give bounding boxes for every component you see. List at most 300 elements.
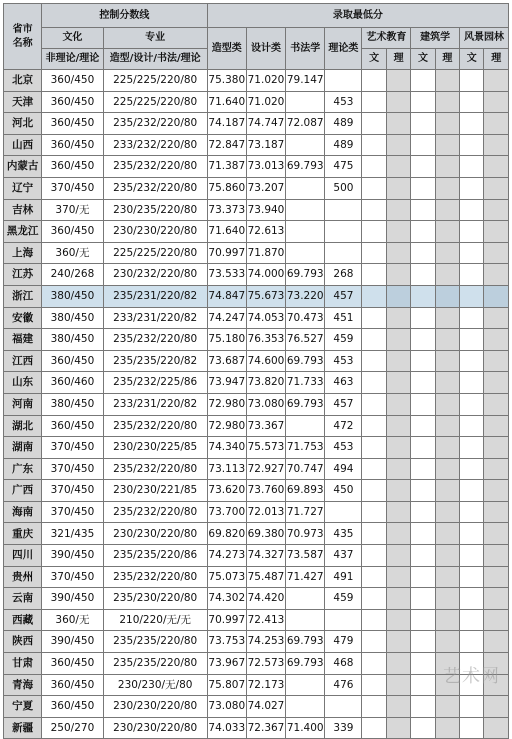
zhuanye-cell: 230/230/221/85	[103, 480, 207, 502]
zaoxing-cell: 73.620	[207, 480, 246, 502]
zhuanye-cell: 230/230/220/80	[103, 696, 207, 718]
sheji-cell: 72.173	[246, 674, 285, 696]
zhuanye-cell: 235/232/220/80	[103, 566, 207, 588]
blank-cell	[484, 696, 509, 718]
zhuanye-cell: 235/235/220/86	[103, 545, 207, 567]
shufa-cell: 70.973	[286, 523, 325, 545]
lilun-cell: 435	[325, 523, 362, 545]
lilun-cell: 453	[325, 350, 362, 372]
blank-cell	[460, 631, 484, 653]
blank-cell	[411, 285, 435, 307]
zhuanye-cell: 230/230/220/80	[103, 221, 207, 243]
blank-cell	[460, 156, 484, 178]
blank-cell	[484, 566, 509, 588]
wenhua-cell: 360/450	[42, 350, 104, 372]
sheji-cell: 73.207	[246, 177, 285, 199]
table-body	[4, 70, 509, 739]
province-cell: 广东	[4, 458, 42, 480]
shufa-cell	[286, 134, 325, 156]
blank-cell	[362, 134, 386, 156]
zhuanye-cell: 235/232/220/80	[103, 113, 207, 135]
blank-cell	[362, 285, 386, 307]
blank-cell	[460, 674, 484, 696]
lilun-cell: 463	[325, 372, 362, 394]
province-cell: 青海	[4, 674, 42, 696]
sheji-cell: 73.367	[246, 415, 285, 437]
wenhua-cell: 360/无	[42, 609, 104, 631]
lilun-cell: 472	[325, 415, 362, 437]
zhuanye-cell: 233/231/220/82	[103, 307, 207, 329]
blank-cell	[386, 696, 410, 718]
blank-cell	[484, 221, 509, 243]
blank-cell	[460, 329, 484, 351]
shufa-cell: 69.793	[286, 393, 325, 415]
province-cell: 贵州	[4, 566, 42, 588]
sheji-cell: 75.673	[246, 285, 285, 307]
blank-cell	[484, 653, 509, 675]
zhuanye-cell: 235/232/220/80	[103, 156, 207, 178]
blank-cell	[411, 501, 435, 523]
blank-cell	[362, 609, 386, 631]
sheji-cell: 73.187	[246, 134, 285, 156]
blank-cell	[435, 653, 459, 675]
blank-cell	[435, 113, 459, 135]
yishu-wen-header: 文	[362, 49, 386, 70]
table-row	[4, 480, 509, 502]
blank-cell	[386, 70, 410, 92]
zhuanye-cell: 210/220/无/无	[103, 609, 207, 631]
table-row	[4, 674, 509, 696]
lilun-cell: 453	[325, 91, 362, 113]
wenhua-cell: 370/无	[42, 199, 104, 221]
table-row	[4, 134, 509, 156]
shufa-cell: 72.087	[286, 113, 325, 135]
blank-cell	[435, 285, 459, 307]
blank-cell	[484, 70, 509, 92]
province-cell: 天津	[4, 91, 42, 113]
blank-cell	[460, 588, 484, 610]
zhuanye-cell: 233/231/220/82	[103, 393, 207, 415]
blank-cell	[386, 437, 410, 459]
lilun-cell	[325, 221, 362, 243]
wenhua-cell: 250/270	[42, 717, 104, 739]
blank-cell	[362, 242, 386, 264]
blank-cell	[411, 70, 435, 92]
blank-cell	[435, 480, 459, 502]
blank-cell	[460, 70, 484, 92]
province-cell: 内蒙古	[4, 156, 42, 178]
table-row-highlighted	[4, 285, 509, 307]
lilun-cell: 500	[325, 177, 362, 199]
blank-cell	[386, 264, 410, 286]
wenhua-cell: 360/450	[42, 696, 104, 718]
zaoxing-cell: 74.247	[207, 307, 246, 329]
province-cell: 新疆	[4, 717, 42, 739]
blank-cell	[411, 631, 435, 653]
wenhua-cell: 360/460	[42, 372, 104, 394]
table-row	[4, 242, 509, 264]
zaoxing-header: 造型类	[207, 28, 246, 70]
province-cell: 海南	[4, 501, 42, 523]
blank-cell	[386, 653, 410, 675]
blank-cell	[386, 350, 410, 372]
sheji-cell: 74.000	[246, 264, 285, 286]
zaoxing-cell: 73.700	[207, 501, 246, 523]
lilun-cell: 457	[325, 285, 362, 307]
sheji-cell: 72.927	[246, 458, 285, 480]
blank-cell	[411, 264, 435, 286]
sheji-header: 设计类	[246, 28, 285, 70]
province-cell: 陕西	[4, 631, 42, 653]
blank-cell	[460, 437, 484, 459]
province-cell: 浙江	[4, 285, 42, 307]
lilun-cell	[325, 696, 362, 718]
blank-cell	[386, 501, 410, 523]
sheji-cell: 73.940	[246, 199, 285, 221]
blank-cell	[362, 631, 386, 653]
table-row	[4, 437, 509, 459]
zhuanye-cell: 235/235/220/80	[103, 653, 207, 675]
blank-cell	[362, 199, 386, 221]
zhuanye-cell: 235/232/220/80	[103, 415, 207, 437]
blank-cell	[484, 91, 509, 113]
province-cell: 广西	[4, 480, 42, 502]
blank-cell	[460, 221, 484, 243]
sheji-cell: 72.413	[246, 609, 285, 631]
wenhua-cell: 380/450	[42, 285, 104, 307]
shufa-cell	[286, 177, 325, 199]
blank-cell	[435, 545, 459, 567]
yishu-li-header: 理	[386, 49, 410, 70]
blank-cell	[435, 415, 459, 437]
blank-cell	[362, 653, 386, 675]
province-cell: 辽宁	[4, 177, 42, 199]
zaoxing-cell: 71.640	[207, 91, 246, 113]
blank-cell	[362, 588, 386, 610]
blank-cell	[386, 458, 410, 480]
lilun-cell: 489	[325, 113, 362, 135]
table-row	[4, 307, 509, 329]
table-row	[4, 696, 509, 718]
table-row	[4, 264, 509, 286]
wenhua-cell: 360/450	[42, 134, 104, 156]
province-cell: 宁夏	[4, 696, 42, 718]
blank-cell	[435, 523, 459, 545]
blank-cell	[411, 350, 435, 372]
wenhua-cell: 380/450	[42, 307, 104, 329]
blank-cell	[386, 609, 410, 631]
sheji-cell: 72.013	[246, 501, 285, 523]
blank-cell	[386, 631, 410, 653]
zaoxing-cell: 71.640	[207, 221, 246, 243]
table-row	[4, 329, 509, 351]
table-row	[4, 458, 509, 480]
blank-cell	[411, 545, 435, 567]
blank-cell	[411, 415, 435, 437]
shufa-cell: 71.733	[286, 372, 325, 394]
shufa-cell	[286, 588, 325, 610]
lilun-cell: 457	[325, 393, 362, 415]
blank-cell	[435, 350, 459, 372]
zhuanye-header: 专业	[103, 28, 207, 49]
blank-cell	[460, 393, 484, 415]
province-header: 省市名称	[4, 4, 42, 70]
zhuanye-cell: 235/232/220/80	[103, 329, 207, 351]
province-cell: 安徽	[4, 307, 42, 329]
sheji-cell: 69.380	[246, 523, 285, 545]
shufa-cell: 73.587	[286, 545, 325, 567]
wenhua-cell: 370/450	[42, 177, 104, 199]
blank-cell	[411, 653, 435, 675]
zhuanye-cell: 235/230/220/80	[103, 588, 207, 610]
sheji-cell: 71.870	[246, 242, 285, 264]
sheji-cell: 72.613	[246, 221, 285, 243]
lilun-cell: 476	[325, 674, 362, 696]
blank-cell	[386, 566, 410, 588]
wenhua-cell: 370/450	[42, 458, 104, 480]
blank-cell	[386, 545, 410, 567]
sheji-cell: 74.420	[246, 588, 285, 610]
shufa-cell: 71.727	[286, 501, 325, 523]
sheji-cell: 73.820	[246, 372, 285, 394]
blank-cell	[435, 609, 459, 631]
fengjing-header: 风景园林	[460, 28, 509, 49]
blank-cell	[460, 134, 484, 156]
wenhua-cell: 390/450	[42, 588, 104, 610]
blank-cell	[386, 393, 410, 415]
shufa-cell	[286, 242, 325, 264]
zaoxing-cell: 74.273	[207, 545, 246, 567]
lilun-cell: 479	[325, 631, 362, 653]
table-row	[4, 199, 509, 221]
blank-cell	[411, 113, 435, 135]
wenhua-cell: 390/450	[42, 545, 104, 567]
shufa-cell	[286, 696, 325, 718]
province-cell: 湖北	[4, 415, 42, 437]
zhuanye-cell: 235/232/225/86	[103, 372, 207, 394]
blank-cell	[460, 372, 484, 394]
blank-cell	[484, 177, 509, 199]
blank-cell	[411, 437, 435, 459]
blank-cell	[435, 221, 459, 243]
wenhua-cell: 240/268	[42, 264, 104, 286]
wenhua-cell: 360/450	[42, 113, 104, 135]
blank-cell	[484, 156, 509, 178]
lilun-cell: 451	[325, 307, 362, 329]
blank-cell	[386, 523, 410, 545]
zaoxing-cell: 75.860	[207, 177, 246, 199]
province-cell: 西藏	[4, 609, 42, 631]
blank-cell	[484, 437, 509, 459]
shufa-cell: 69.793	[286, 350, 325, 372]
blank-cell	[362, 393, 386, 415]
shufa-cell	[286, 674, 325, 696]
province-cell: 北京	[4, 70, 42, 92]
blank-cell	[386, 113, 410, 135]
blank-cell	[411, 156, 435, 178]
lilun-cell: 339	[325, 717, 362, 739]
blank-cell	[362, 696, 386, 718]
blank-cell	[411, 372, 435, 394]
table-row	[4, 177, 509, 199]
blank-cell	[460, 653, 484, 675]
blank-cell	[411, 523, 435, 545]
shufa-header: 书法学	[286, 28, 325, 70]
blank-cell	[460, 350, 484, 372]
blank-cell	[435, 372, 459, 394]
blank-cell	[362, 113, 386, 135]
blank-cell	[411, 674, 435, 696]
blank-cell	[484, 350, 509, 372]
blank-cell	[484, 480, 509, 502]
blank-cell	[484, 329, 509, 351]
blank-cell	[386, 285, 410, 307]
province-cell: 黑龙江	[4, 221, 42, 243]
blank-cell	[411, 588, 435, 610]
zaoxing-cell: 73.373	[207, 199, 246, 221]
province-cell: 河南	[4, 393, 42, 415]
zaoxing-cell: 73.687	[207, 350, 246, 372]
zhuanye-cell: 225/225/220/80	[103, 70, 207, 92]
blank-cell	[362, 523, 386, 545]
shufa-cell: 71.427	[286, 566, 325, 588]
blank-cell	[386, 307, 410, 329]
blank-cell	[411, 458, 435, 480]
shufa-cell	[286, 221, 325, 243]
table-row	[4, 653, 509, 675]
blank-cell	[435, 437, 459, 459]
blank-cell	[362, 566, 386, 588]
table-row	[4, 91, 509, 113]
blank-cell	[386, 480, 410, 502]
blank-cell	[435, 566, 459, 588]
jianzhu-wen-header: 文	[411, 49, 435, 70]
wenhua-cell: 370/450	[42, 480, 104, 502]
shufa-cell: 69.893	[286, 480, 325, 502]
blank-cell	[435, 177, 459, 199]
zhuanye-cell: 235/235/220/80	[103, 631, 207, 653]
blank-cell	[435, 199, 459, 221]
blank-cell	[362, 70, 386, 92]
wenhua-cell: 360/450	[42, 221, 104, 243]
lilun-cell: 268	[325, 264, 362, 286]
sheji-cell: 73.760	[246, 480, 285, 502]
sheji-cell: 72.367	[246, 717, 285, 739]
blank-cell	[435, 696, 459, 718]
blank-cell	[484, 501, 509, 523]
blank-cell	[411, 717, 435, 739]
sheji-cell: 74.600	[246, 350, 285, 372]
blank-cell	[362, 91, 386, 113]
blank-cell	[484, 717, 509, 739]
zaoxing-cell: 75.180	[207, 329, 246, 351]
table-row	[4, 609, 509, 631]
blank-cell	[386, 134, 410, 156]
table-row	[4, 415, 509, 437]
zaoxing-cell: 73.113	[207, 458, 246, 480]
blank-cell	[435, 717, 459, 739]
table-row	[4, 566, 509, 588]
sheji-cell: 74.327	[246, 545, 285, 567]
zaoxing-cell: 75.807	[207, 674, 246, 696]
blank-cell	[386, 674, 410, 696]
yishu-header: 艺术教育	[362, 28, 411, 49]
wenhua-cell: 360/450	[42, 415, 104, 437]
table-row	[4, 545, 509, 567]
shufa-cell: 69.793	[286, 653, 325, 675]
fengjing-li-header: 理	[484, 49, 509, 70]
zhuanye-cell: 235/235/220/82	[103, 350, 207, 372]
lilun-cell: 459	[325, 588, 362, 610]
sheji-cell: 74.027	[246, 696, 285, 718]
province-cell: 山西	[4, 134, 42, 156]
zaoxing-cell: 74.033	[207, 717, 246, 739]
shufa-cell: 70.747	[286, 458, 325, 480]
blank-cell	[386, 588, 410, 610]
shufa-cell: 71.753	[286, 437, 325, 459]
shufa-cell	[286, 91, 325, 113]
sheji-cell: 76.353	[246, 329, 285, 351]
blank-cell	[362, 372, 386, 394]
blank-cell	[484, 372, 509, 394]
blank-cell	[411, 696, 435, 718]
blank-cell	[362, 674, 386, 696]
blank-cell	[484, 609, 509, 631]
zhuanye-cell: 225/225/220/80	[103, 91, 207, 113]
blank-cell	[435, 631, 459, 653]
jianzhu-header: 建筑学	[411, 28, 460, 49]
province-cell: 四川	[4, 545, 42, 567]
fengjing-wen-header: 文	[460, 49, 484, 70]
lilun-cell: 475	[325, 156, 362, 178]
blank-cell	[411, 177, 435, 199]
province-cell: 江西	[4, 350, 42, 372]
blank-cell	[362, 221, 386, 243]
zaoxing-cell: 73.533	[207, 264, 246, 286]
zaoxing-cell: 73.947	[207, 372, 246, 394]
province-cell: 河北	[4, 113, 42, 135]
wenhua-cell: 360/450	[42, 91, 104, 113]
lilun-cell: 494	[325, 458, 362, 480]
zaoxing-cell: 71.387	[207, 156, 246, 178]
blank-cell	[411, 307, 435, 329]
table-row	[4, 156, 509, 178]
lilun-header: 理论类	[325, 28, 362, 70]
blank-cell	[386, 329, 410, 351]
sheji-cell: 73.013	[246, 156, 285, 178]
blank-cell	[435, 242, 459, 264]
blank-cell	[435, 91, 459, 113]
blank-cell	[484, 674, 509, 696]
shufa-cell	[286, 609, 325, 631]
wenhua-cell: 360/450	[42, 674, 104, 696]
lilun-cell: 459	[325, 329, 362, 351]
shufa-cell: 69.793	[286, 264, 325, 286]
sheji-cell: 74.253	[246, 631, 285, 653]
blank-cell	[484, 134, 509, 156]
blank-cell	[460, 696, 484, 718]
shufa-cell: 71.400	[286, 717, 325, 739]
province-cell: 重庆	[4, 523, 42, 545]
blank-cell	[362, 545, 386, 567]
zaoxing-cell: 69.820	[207, 523, 246, 545]
blank-cell	[411, 609, 435, 631]
score-table-container	[3, 3, 509, 739]
blank-cell	[362, 437, 386, 459]
zhuanye-cell: 230/230/225/85	[103, 437, 207, 459]
table-row	[4, 113, 509, 135]
sheji-cell: 71.020	[246, 70, 285, 92]
